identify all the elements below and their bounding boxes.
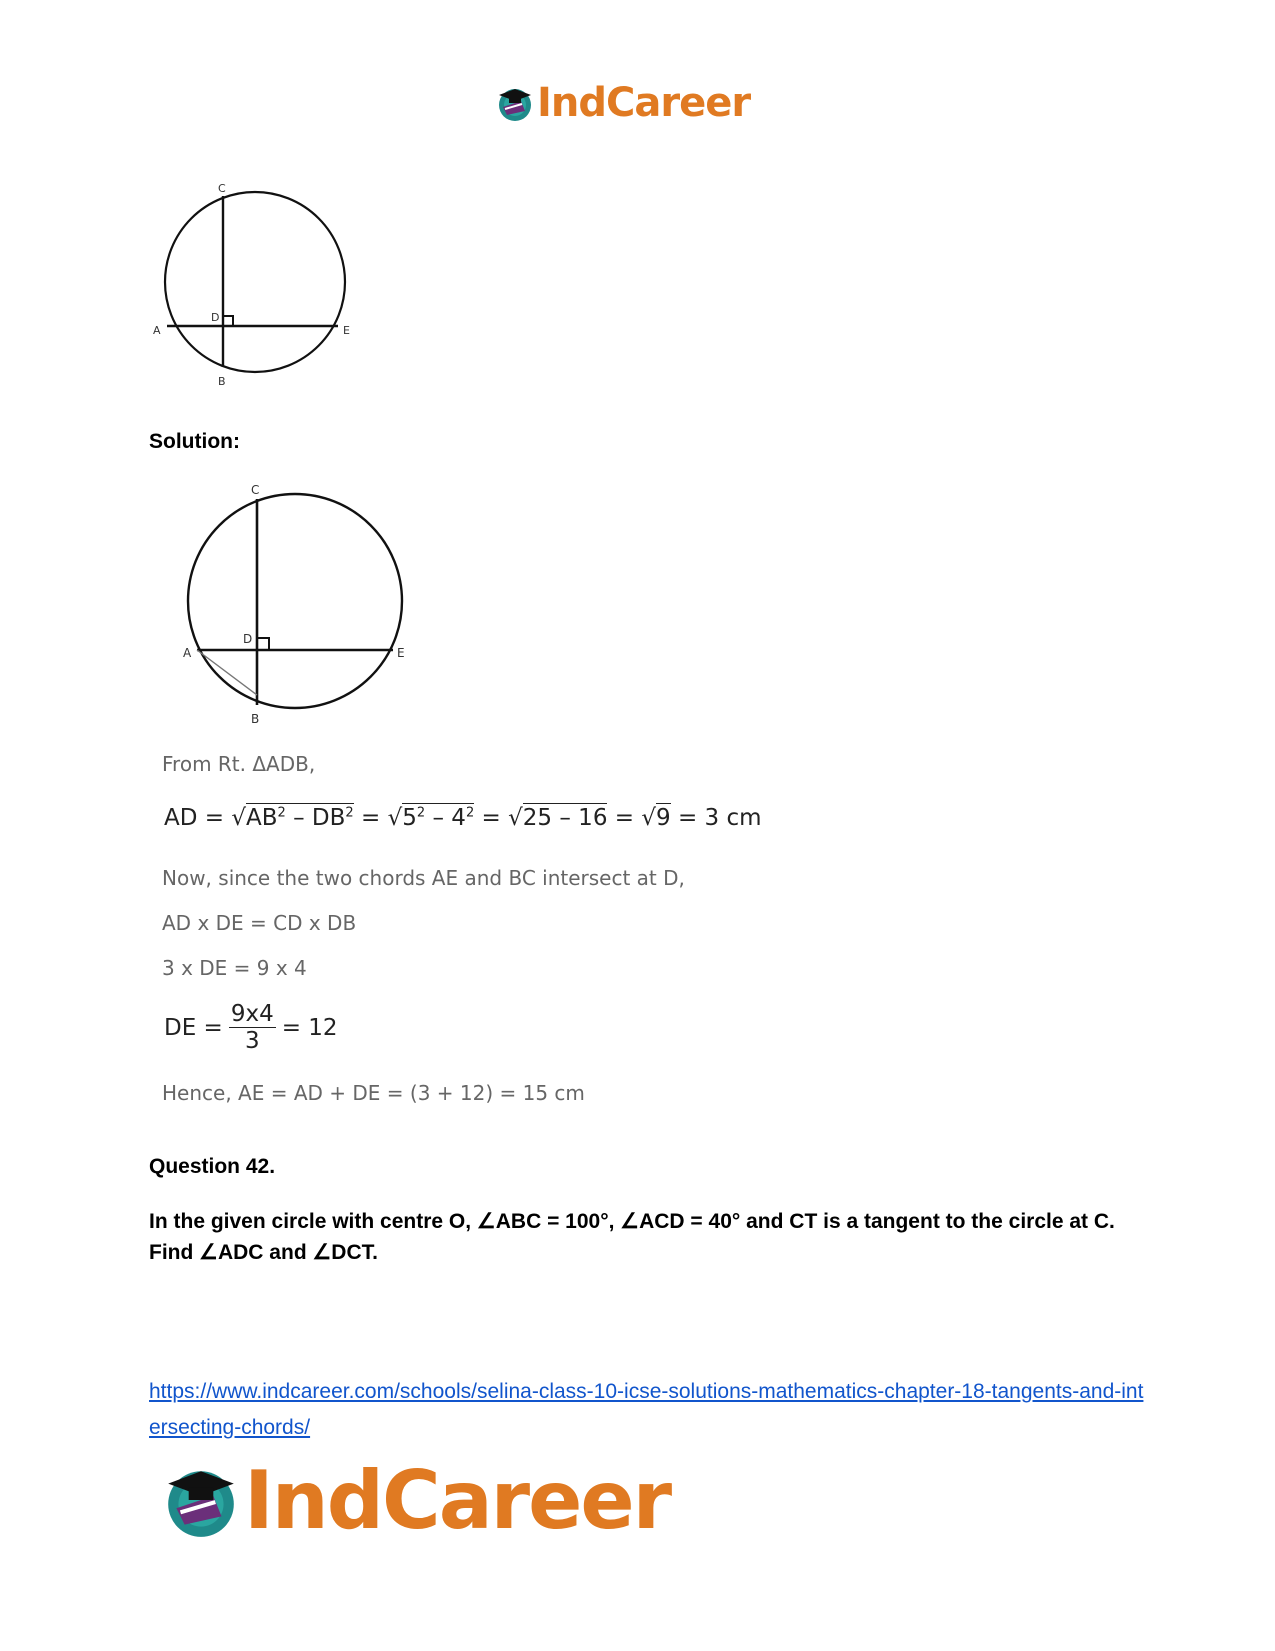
step-equation-1: AD x DE = CD x DB [162,911,357,935]
label-d: D [211,311,220,324]
label-e: E [343,324,350,337]
label-b: B [218,375,226,388]
step-hence: Hence, AE = AD + DE = (3 + 12) = 15 cm [162,1081,585,1105]
step-from-triangle: From Rt. ΔADB, [162,752,316,776]
circle-outline [188,494,402,708]
source-link[interactable]: https://www.indcareer.com/schools/selina-class-10-icse-solutions-mathematics-chapter-18-tangents-and-intersecting-chords/ [149,1380,1144,1439]
question-text: In the given circle with centre O, ∠ABC = 100°, ∠ACD = 40° and CT is a tangent to the circle at C. Find ∠ADC and ∠DCT. [149,1210,1115,1264]
question-title: Question 42. [149,1155,276,1178]
header-brand-text: IndCareer [537,80,751,126]
radical-ab-db: $AB^2 - DB^2$ [246,805,354,831]
fraction-9x4-over-3: $\frac{9x4}{3}$ [230,1001,274,1054]
label-e: E [397,646,405,660]
label-a: A [153,324,161,337]
graduation-cap-logo-icon [495,83,535,123]
radical-25-16: 25 – 16 [522,805,608,831]
step-equation-2: 3 x DE = 9 x 4 [162,956,307,980]
label-d: D [243,632,253,646]
header-logo [495,78,750,128]
figure-question-circle [150,180,360,390]
right-angle-mark [223,316,233,326]
step-chords-intersect: Now, since the two chords AE and BC intersect at D, [162,866,685,890]
radical-9: 9 [656,805,671,831]
step-ad-calculation: AD = $√AB^2 - DB^2 = √5^2 - 4^2 = √25 - 16 = √9 = 3$ cm [164,805,762,831]
label-c: C [218,182,226,195]
segment-ab [197,650,257,695]
right-angle-mark [257,638,269,650]
footer-brand-text: IndCareer [244,1453,671,1547]
label-a: A [183,646,192,660]
circle-outline [165,192,345,372]
solution-label: Solution: [149,430,240,453]
graduation-cap-logo-icon [160,1459,242,1541]
step-de-fraction: DE = $\frac{9x4}{3}$ = 12 [164,1001,338,1054]
label-b: B [251,712,260,726]
radical-5-4: $5^2 - 4^2$ [402,805,475,831]
figure-solution-circle [175,483,415,731]
footer-logo [160,1455,670,1545]
label-c: C [251,483,260,497]
